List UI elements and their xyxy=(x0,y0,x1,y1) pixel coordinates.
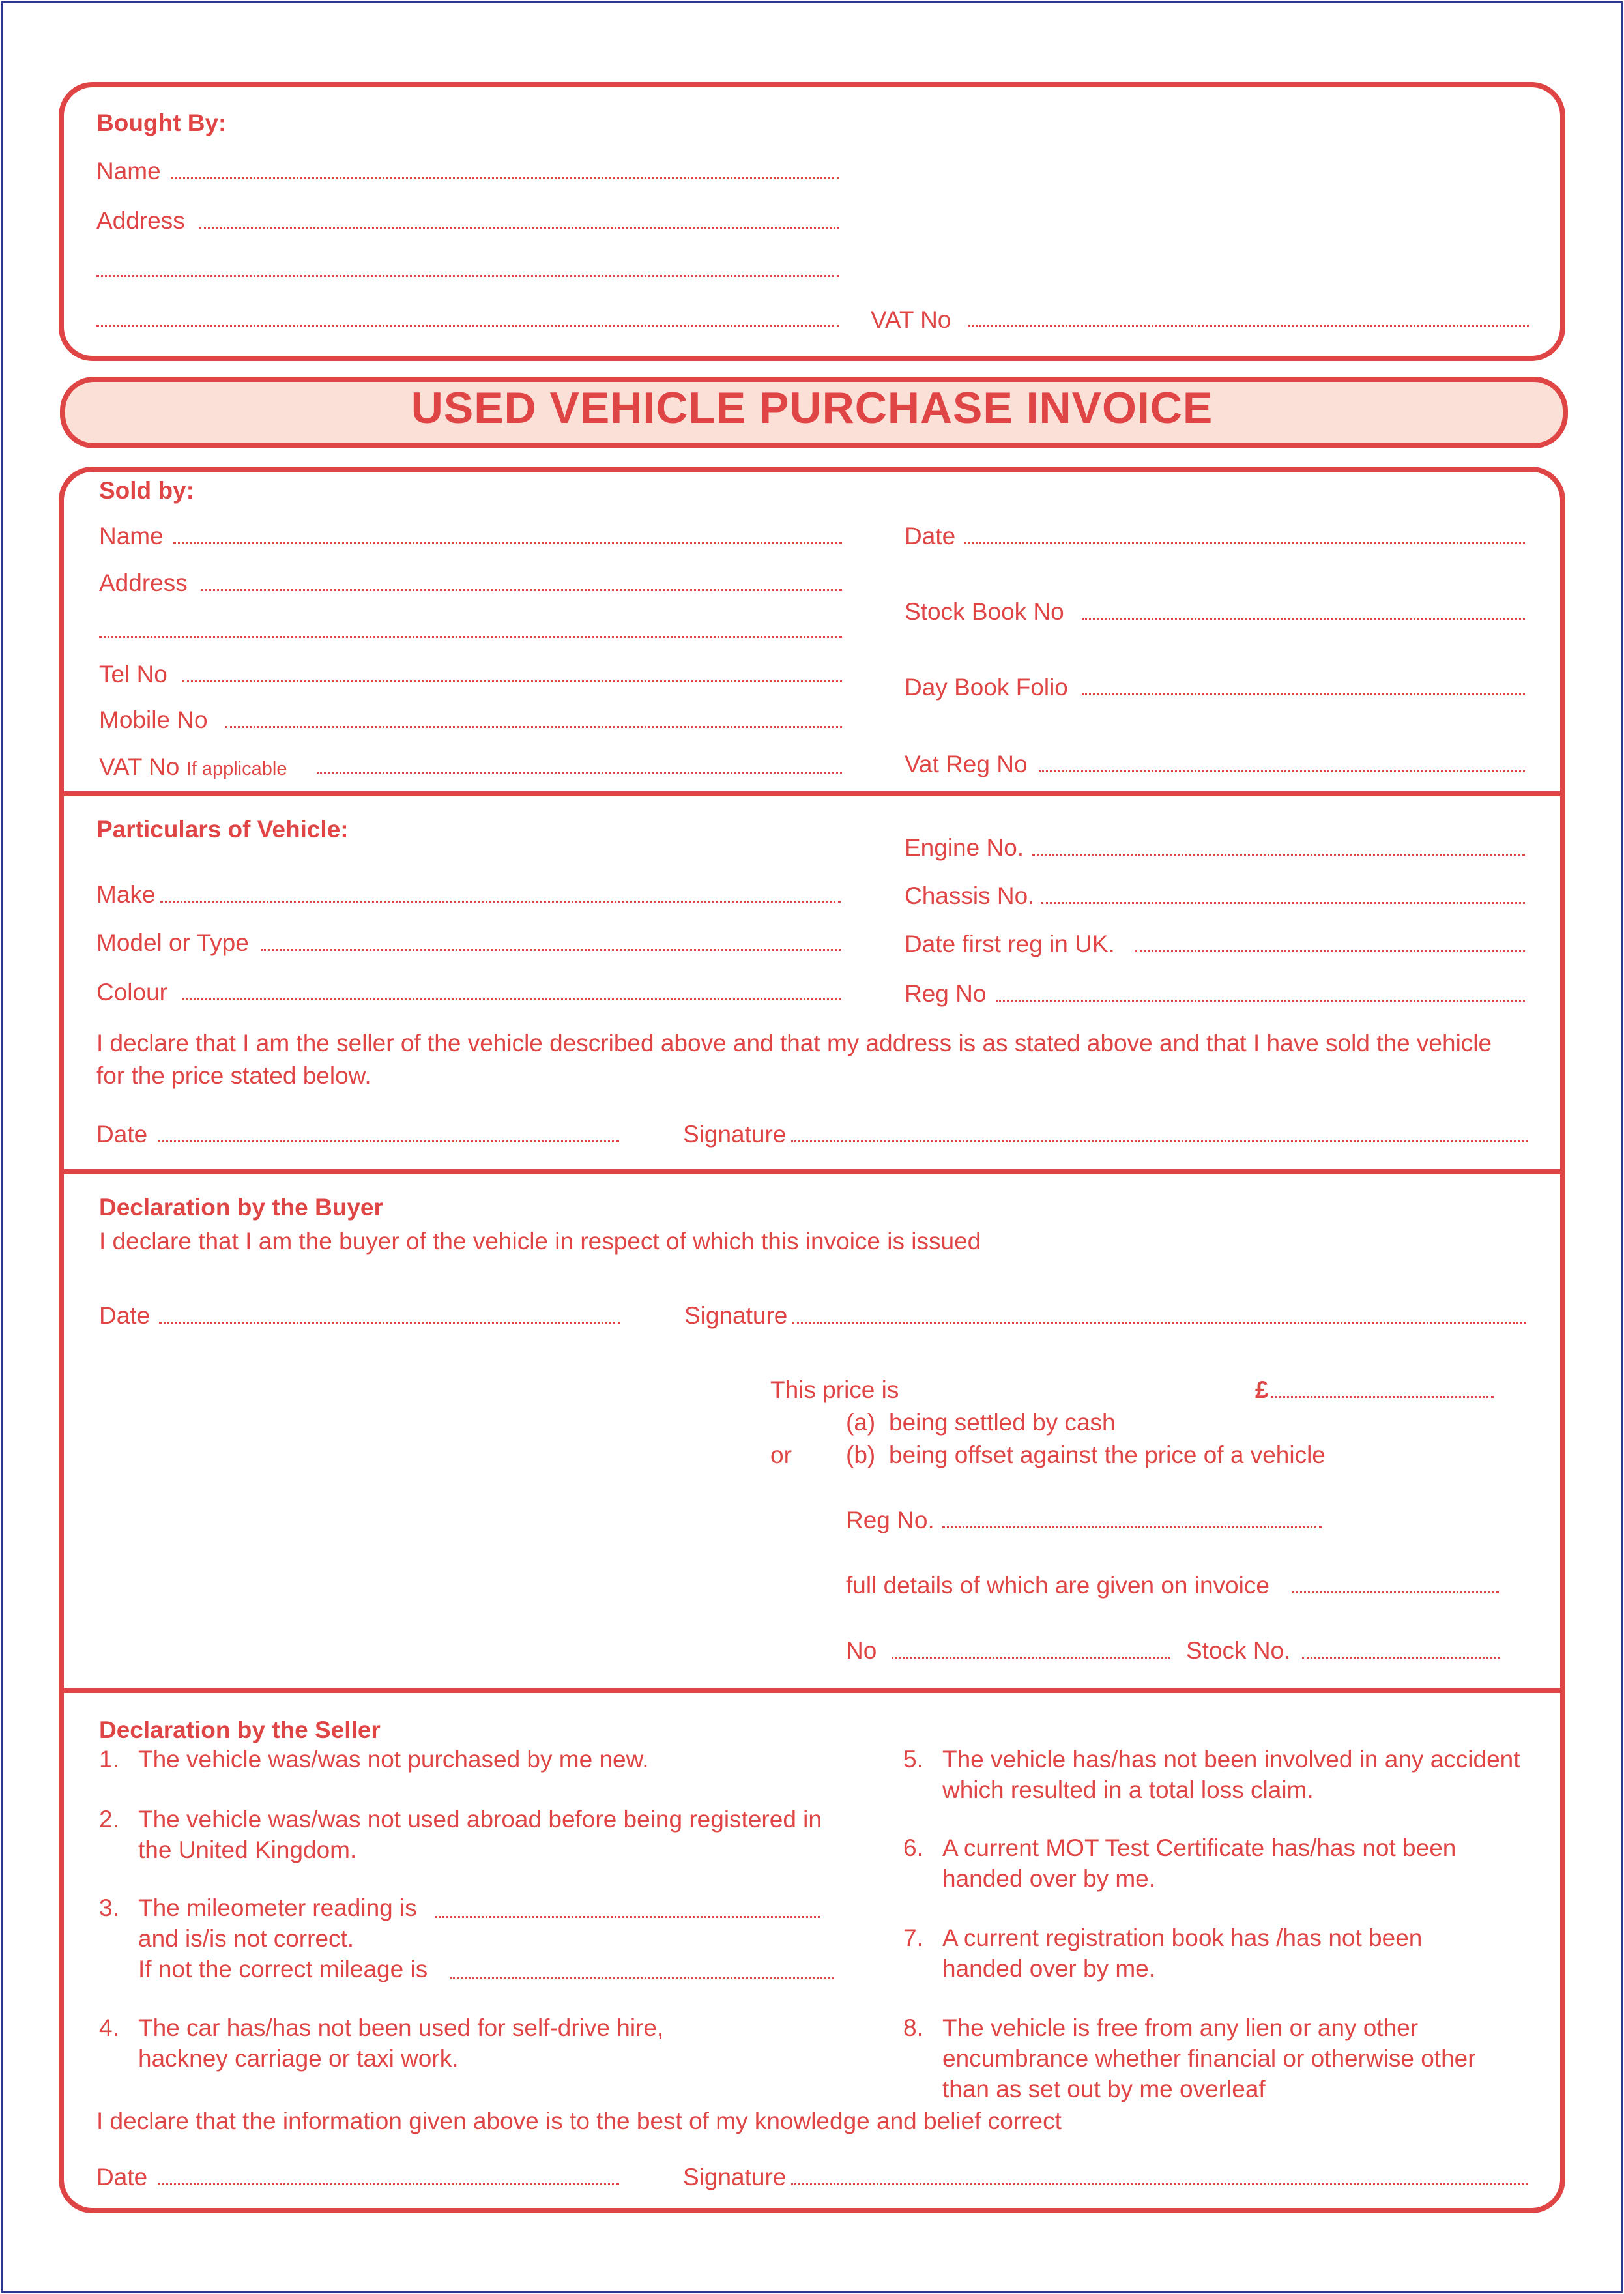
particulars-date-label: Date xyxy=(96,1121,148,1148)
reg-field[interactable] xyxy=(996,1000,1525,1002)
bought-by-heading: Bought By: xyxy=(96,109,227,136)
bought-by-address-field-2[interactable] xyxy=(96,275,839,277)
first-reg-field[interactable] xyxy=(1135,950,1525,952)
seller-signature-label: Signature xyxy=(683,2164,787,2190)
page-title: USED VEHICLE PURCHASE INVOICE xyxy=(411,383,1213,433)
stock-book-label: Stock Book No xyxy=(905,598,1064,625)
engine-label: Engine No. xyxy=(905,834,1024,861)
bought-by-address-field-3[interactable] xyxy=(96,325,839,327)
bought-by-name-field[interactable] xyxy=(171,177,839,179)
sold-by-tel-field[interactable] xyxy=(182,680,842,682)
day-book-label: Day Book Folio xyxy=(905,674,1068,701)
sold-by-name-field[interactable] xyxy=(173,542,842,544)
sold-by-mobile-label: Mobile No xyxy=(99,706,208,733)
price-label: This price is xyxy=(770,1376,899,1403)
seller-signature-field[interactable] xyxy=(791,2183,1528,2185)
sold-by-vat-field[interactable] xyxy=(317,772,842,774)
offset-no-label: No xyxy=(846,1637,877,1664)
pound-sign: £ xyxy=(1255,1376,1269,1403)
model-label: Model or Type xyxy=(96,929,249,956)
offset-no-field[interactable] xyxy=(892,1657,1170,1659)
correct-mileage-field[interactable] xyxy=(450,1977,834,1979)
sold-by-tel-label: Tel No xyxy=(99,661,167,688)
invoice-field[interactable] xyxy=(1292,1591,1499,1593)
seller-price-declaration-line-2: for the price stated below. xyxy=(96,1062,371,1089)
make-label: Make xyxy=(96,881,156,908)
option-a-text: being settled by cash xyxy=(889,1409,1116,1436)
bought-by-vat-label: VAT No xyxy=(871,306,951,333)
seller-declaration-heading: Declaration by the Seller xyxy=(99,1717,381,1743)
offset-reg-field[interactable] xyxy=(942,1526,1322,1528)
particulars-signature-label: Signature xyxy=(683,1121,787,1148)
bought-by-name-label: Name xyxy=(96,158,161,184)
sold-by-vat-label: VAT No If applicable xyxy=(99,753,287,780)
vat-note: If applicable xyxy=(186,759,287,779)
divider xyxy=(61,1169,1563,1174)
divider xyxy=(61,1688,1563,1693)
sold-by-heading: Sold by: xyxy=(99,477,194,504)
buyer-declaration-heading: Declaration by the Buyer xyxy=(99,1194,383,1221)
buyer-signature-field[interactable] xyxy=(792,1322,1526,1324)
sold-by-mobile-field[interactable] xyxy=(225,726,842,728)
divider xyxy=(61,791,1563,796)
sold-by-name-label: Name xyxy=(99,523,164,549)
vat-reg-label: Vat Reg No xyxy=(905,751,1028,777)
model-field[interactable] xyxy=(261,949,841,951)
option-b-marker: (b) xyxy=(846,1442,876,1468)
offset-reg-label: Reg No. xyxy=(846,1507,935,1533)
bought-by-address-field-1[interactable] xyxy=(199,227,839,229)
sold-by-date-label: Date xyxy=(905,523,956,549)
offset-stock-label: Stock No. xyxy=(1186,1637,1291,1664)
buyer-date-field[interactable] xyxy=(159,1322,620,1324)
particulars-date-field[interactable] xyxy=(158,1140,619,1142)
bought-by-address-label: Address xyxy=(96,207,185,234)
offset-stock-field[interactable] xyxy=(1302,1657,1500,1659)
seller-date-field[interactable] xyxy=(158,2183,619,2185)
buyer-date-label: Date xyxy=(99,1302,151,1329)
make-field[interactable] xyxy=(160,901,841,903)
buyer-declaration-text: I declare that I am the buyer of the vehicle in respect of which this invoice is issued xyxy=(99,1228,981,1255)
mileometer-field[interactable] xyxy=(435,1916,820,1918)
buyer-signature-label: Signature xyxy=(684,1302,788,1329)
engine-field[interactable] xyxy=(1032,854,1525,856)
bought-by-section xyxy=(59,82,1565,361)
seller-price-declaration-line-1: I declare that I am the seller of the vehicle described above and that my address is as stated above and that I have sold the vehicle xyxy=(96,1030,1492,1056)
chassis-field[interactable] xyxy=(1041,902,1525,904)
stock-book-field[interactable] xyxy=(1082,618,1525,620)
option-b-text: being offset against the price of a vehicle xyxy=(889,1442,1326,1468)
full-details-label: full details of which are given on invoice xyxy=(846,1572,1269,1599)
price-field[interactable] xyxy=(1271,1396,1494,1398)
sold-by-address-field-2[interactable] xyxy=(99,636,842,638)
reg-label: Reg No xyxy=(905,980,987,1007)
first-reg-label: Date first reg in UK. xyxy=(905,931,1115,957)
particulars-signature-field[interactable] xyxy=(791,1140,1528,1142)
particulars-heading: Particulars of Vehicle: xyxy=(96,816,349,843)
day-book-field[interactable] xyxy=(1082,693,1525,695)
option-a-marker: (a) xyxy=(846,1409,876,1436)
colour-field[interactable] xyxy=(182,998,841,1000)
chassis-label: Chassis No. xyxy=(905,882,1035,909)
colour-label: Colour xyxy=(96,979,167,1006)
sold-by-address-field-1[interactable] xyxy=(201,589,842,591)
sold-by-address-label: Address xyxy=(99,570,188,596)
bought-by-vat-field[interactable] xyxy=(968,325,1529,327)
or-label: or xyxy=(770,1442,792,1468)
vat-reg-field[interactable] xyxy=(1039,770,1525,772)
seller-date-label: Date xyxy=(96,2164,148,2190)
sold-by-date-field[interactable] xyxy=(964,542,1525,544)
seller-final-declaration: I declare that the information given above is to the best of my knowledge and belief correct xyxy=(96,2108,1062,2134)
